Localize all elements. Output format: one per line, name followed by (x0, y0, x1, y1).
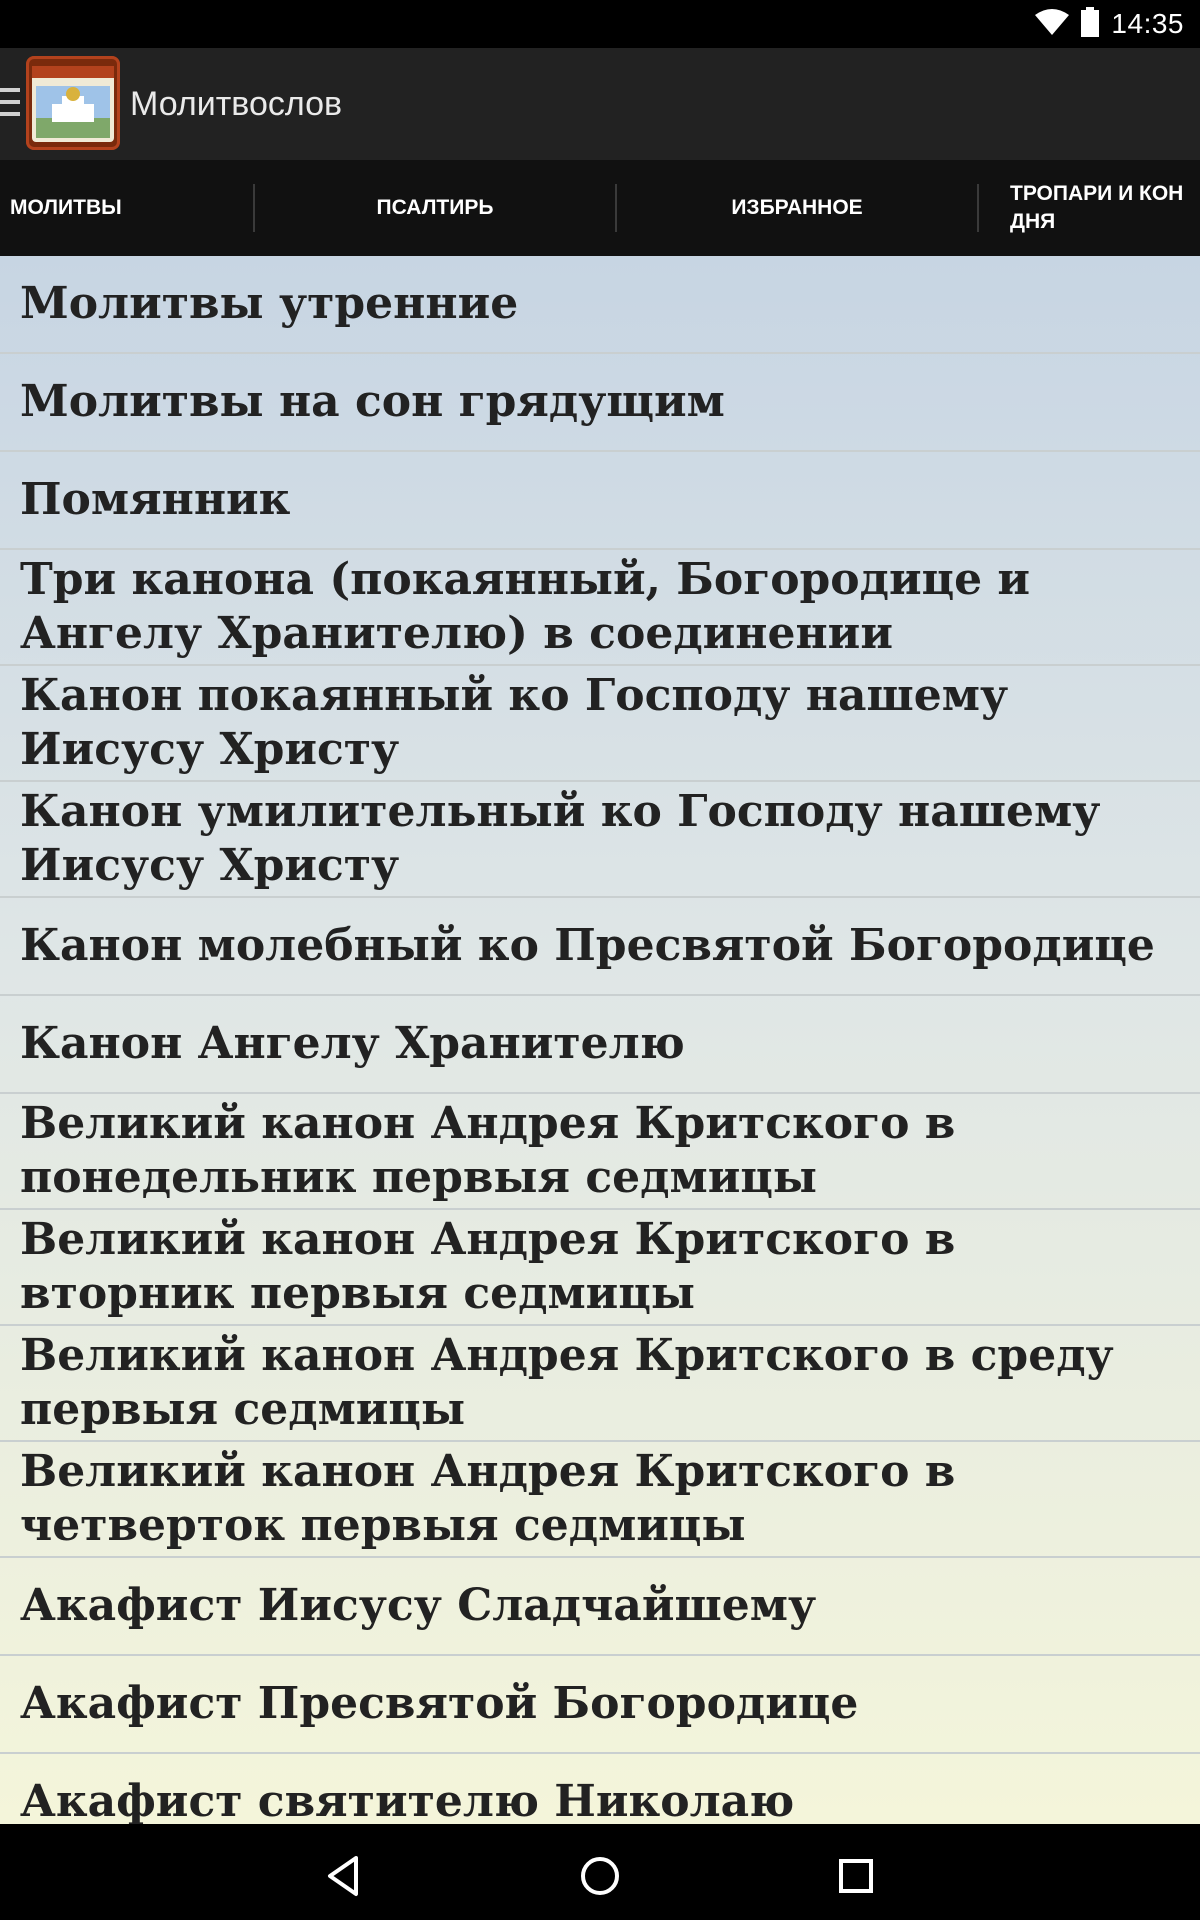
tab-psalter[interactable] (255, 160, 615, 256)
tab-label: ПСАЛТИРЬ (376, 196, 494, 219)
tab-bar (0, 160, 1200, 256)
list-item[interactable]: Акафист Иисусу Сладчайшему (0, 1558, 1200, 1656)
list-item[interactable]: Канон Ангелу Хранителю (0, 996, 1200, 1094)
status-time: 14:35 (1111, 8, 1184, 39)
list-item[interactable]: Три канона (покаянный, Богородице и Ангелу Хранителю) в соединении (0, 550, 1200, 666)
app-title: Молитвослов (130, 84, 343, 123)
tab-favorites[interactable] (617, 160, 977, 256)
list-item[interactable]: Молитвы на сон грядущим (0, 354, 1200, 452)
prayer-list[interactable] (0, 256, 1200, 1824)
list-item[interactable]: Канон молебный ко Пресвятой Богородице (0, 898, 1200, 996)
tab-troparia[interactable] (1010, 160, 1200, 256)
list-item[interactable]: Великий канон Андрея Критского в вторник первыя седмицы (0, 1210, 1200, 1326)
recents-icon[interactable] (832, 1852, 880, 1900)
list-item[interactable]: Великий канон Андрея Критского в понедельник первыя седмицы (0, 1094, 1200, 1210)
list-item[interactable]: Канон покаянный ко Господу нашему Иисусу Христу (0, 666, 1200, 782)
list-item[interactable]: Акафист святителю Николаю (0, 1754, 1200, 1824)
back-icon[interactable] (320, 1852, 368, 1900)
home-icon[interactable] (576, 1852, 624, 1900)
action-bar (0, 48, 1200, 160)
app-logo-icon[interactable] (26, 56, 120, 150)
navigation-bar (0, 1824, 1200, 1920)
list-item[interactable]: Великий канон Андрея Критского в среду первыя седмицы (0, 1326, 1200, 1442)
list-item[interactable]: Акафист Пресвятой Богородице (0, 1656, 1200, 1754)
tab-label: ИЗБРАННОЕ (731, 196, 863, 219)
list-item[interactable]: Канон умилительный ко Господу нашему Иисусу Христу (0, 782, 1200, 898)
tab-label: МОЛИТВЫ (10, 196, 122, 219)
list-item[interactable]: Великий канон Андрея Критского в четверток первыя седмицы (0, 1442, 1200, 1558)
list-item[interactable]: Молитвы утренние (0, 256, 1200, 354)
wifi-icon (1035, 9, 1069, 39)
status-icons (1035, 0, 1184, 48)
tab-divider (977, 184, 979, 232)
menu-icon[interactable] (0, 88, 20, 120)
list-item[interactable]: Помянник (0, 452, 1200, 550)
status-bar (0, 0, 1200, 48)
tab-prayers[interactable] (0, 160, 253, 256)
battery-icon (1081, 7, 1099, 41)
tab-label: ТРОПАРИ И КОН ДНЯ (1010, 182, 1184, 233)
